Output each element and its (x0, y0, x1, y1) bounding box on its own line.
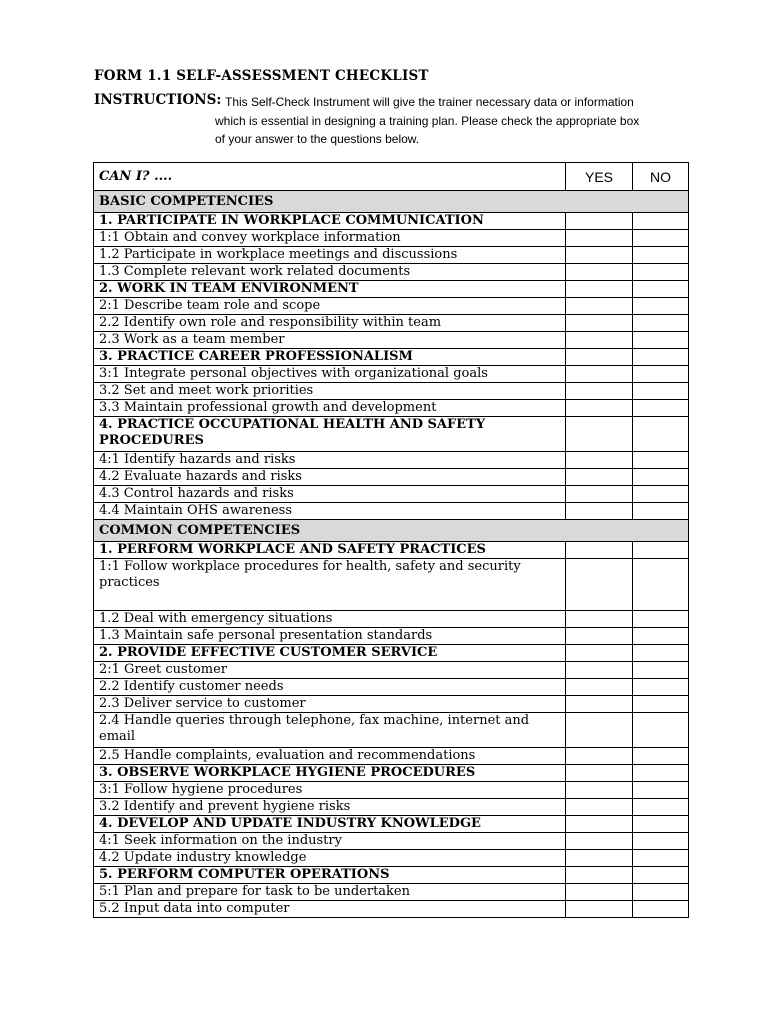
no-checkbox-cell[interactable] (633, 679, 689, 696)
yes-checkbox-cell[interactable] (566, 315, 633, 332)
yes-checkbox-cell[interactable] (566, 662, 633, 679)
item-text: 4.4 Maintain OHS awareness (94, 503, 566, 520)
item-text: 4:1 Seek information on the industry (94, 833, 566, 850)
item-text: 3.3 Maintain professional growth and development (94, 400, 566, 417)
checklist-item-row (94, 799, 689, 816)
competency-row (94, 542, 689, 559)
yes-checkbox-cell[interactable] (566, 486, 633, 503)
yes-header: YES (566, 163, 633, 191)
checklist-item-row (94, 469, 689, 486)
item-text: 4:1 Identify hazards and risks (94, 452, 566, 469)
competency-title: 3. PRACTICE CAREER PROFESSIONALISM (94, 349, 566, 366)
checklist-item-row (94, 452, 689, 469)
item-text: 5:1 Plan and prepare for task to be undertaken (94, 884, 566, 901)
checklist-item-row (94, 901, 689, 918)
no-checkbox-cell[interactable] (633, 349, 689, 366)
form-title: FORM 1.1 SELF-ASSESSMENT CHECKLIST (94, 68, 429, 84)
yes-checkbox-cell[interactable] (566, 247, 633, 264)
competency-title: 2. PROVIDE EFFECTIVE CUSTOMER SERVICE (94, 645, 566, 662)
yes-checkbox-cell[interactable] (566, 366, 633, 383)
item-text: 3.2 Identify and prevent hygiene risks (94, 799, 566, 816)
yes-checkbox-cell[interactable] (566, 816, 633, 833)
no-checkbox-cell[interactable] (633, 748, 689, 765)
checklist-item-row (94, 332, 689, 349)
no-checkbox-cell[interactable] (633, 230, 689, 247)
checklist-item-row (94, 366, 689, 383)
question-header: CAN I? .... (94, 163, 566, 191)
no-checkbox-cell[interactable] (633, 332, 689, 349)
item-text: 2:1 Greet customer (94, 662, 566, 679)
checklist-item-row (94, 782, 689, 799)
no-checkbox-cell[interactable] (633, 713, 689, 748)
yes-checkbox-cell[interactable] (566, 469, 633, 486)
no-checkbox-cell[interactable] (633, 799, 689, 816)
checklist-item-row (94, 679, 689, 696)
item-text: 4.3 Control hazards and risks (94, 486, 566, 503)
competency-title: 4. PRACTICE OCCUPATIONAL HEALTH AND SAFETY PROCEDURES (94, 417, 566, 452)
no-checkbox-cell[interactable] (633, 833, 689, 850)
item-text: 2.2 Identify own role and responsibility within team (94, 315, 566, 332)
checklist-item-row (94, 230, 689, 247)
no-checkbox-cell[interactable] (633, 264, 689, 281)
yes-checkbox-cell[interactable] (566, 782, 633, 799)
yes-checkbox-cell[interactable] (566, 867, 633, 884)
checklist-item-row (94, 713, 689, 748)
no-checkbox-cell[interactable] (633, 782, 689, 799)
no-checkbox-cell[interactable] (633, 542, 689, 559)
no-checkbox-cell[interactable] (633, 628, 689, 645)
yes-checkbox-cell[interactable] (566, 559, 633, 611)
competency-row (94, 867, 689, 884)
competency-title: 1. PARTICIPATE IN WORKPLACE COMMUNICATION (94, 213, 566, 230)
yes-checkbox-cell[interactable] (566, 281, 633, 298)
checklist-item-row (94, 611, 689, 628)
no-checkbox-cell[interactable] (633, 503, 689, 520)
no-checkbox-cell[interactable] (633, 662, 689, 679)
yes-checkbox-cell[interactable] (566, 264, 633, 281)
checklist-item-row (94, 696, 689, 713)
yes-checkbox-cell[interactable] (566, 230, 633, 247)
yes-checkbox-cell[interactable] (566, 850, 633, 867)
yes-checkbox-cell[interactable] (566, 833, 633, 850)
checklist-item-row (94, 264, 689, 281)
competency-row (94, 816, 689, 833)
checklist-item-row (94, 486, 689, 503)
checklist-item-row (94, 298, 689, 315)
item-text: 4.2 Evaluate hazards and risks (94, 469, 566, 486)
competency-row (94, 645, 689, 662)
competency-title: 5. PERFORM COMPUTER OPERATIONS (94, 867, 566, 884)
no-checkbox-cell[interactable] (633, 486, 689, 503)
no-checkbox-cell[interactable] (633, 469, 689, 486)
instructions-label: INSTRUCTIONS: (94, 92, 222, 108)
yes-checkbox-cell[interactable] (566, 628, 633, 645)
item-text: 2.5 Handle complaints, evaluation and recommendations (94, 748, 566, 765)
checklist-item-row (94, 850, 689, 867)
section-row (94, 191, 689, 213)
no-checkbox-cell[interactable] (633, 901, 689, 918)
table-header-row (94, 163, 689, 191)
no-checkbox-cell[interactable] (633, 850, 689, 867)
yes-checkbox-cell[interactable] (566, 542, 633, 559)
item-text: 2.4 Handle queries through telephone, fax machine, internet and email (94, 713, 566, 748)
competency-row (94, 349, 689, 366)
checklist-item-row (94, 833, 689, 850)
no-checkbox-cell[interactable] (633, 452, 689, 469)
no-checkbox-cell[interactable] (633, 867, 689, 884)
no-checkbox-cell[interactable] (633, 645, 689, 662)
item-text: 1.2 Participate in workplace meetings and discussions (94, 247, 566, 264)
no-checkbox-cell[interactable] (633, 559, 689, 611)
instructions-line: of your answer to the questions below. (215, 132, 420, 146)
yes-checkbox-cell[interactable] (566, 748, 633, 765)
no-header: NO (633, 163, 689, 191)
item-text: 1.3 Maintain safe personal presentation standards (94, 628, 566, 645)
self-assessment-table (93, 162, 689, 918)
no-checkbox-cell[interactable] (633, 765, 689, 782)
yes-checkbox-cell[interactable] (566, 383, 633, 400)
competency-title: 4. DEVELOP AND UPDATE INDUSTRY KNOWLEDGE (94, 816, 566, 833)
yes-checkbox-cell[interactable] (566, 713, 633, 748)
competency-title: 1. PERFORM WORKPLACE AND SAFETY PRACTICES (94, 542, 566, 559)
checklist-item-row (94, 315, 689, 332)
item-text: 5.2 Input data into computer (94, 901, 566, 918)
yes-checkbox-cell[interactable] (566, 452, 633, 469)
competency-row (94, 765, 689, 782)
yes-checkbox-cell[interactable] (566, 696, 633, 713)
no-checkbox-cell[interactable] (633, 315, 689, 332)
item-text: 3.2 Set and meet work priorities (94, 383, 566, 400)
item-text: 4.2 Update industry knowledge (94, 850, 566, 867)
item-text: 3:1 Integrate personal objectives with organizational goals (94, 366, 566, 383)
item-text: 2.2 Identify customer needs (94, 679, 566, 696)
yes-checkbox-cell[interactable] (566, 645, 633, 662)
item-text: 1.2 Deal with emergency situations (94, 611, 566, 628)
checklist-item-row (94, 503, 689, 520)
no-checkbox-cell[interactable] (633, 417, 689, 452)
yes-checkbox-cell[interactable] (566, 799, 633, 816)
item-text: 2.3 Deliver service to customer (94, 696, 566, 713)
item-text: 3:1 Follow hygiene procedures (94, 782, 566, 799)
yes-checkbox-cell[interactable] (566, 611, 633, 628)
no-checkbox-cell[interactable] (633, 884, 689, 901)
instructions-line: which is essential in designing a training plan. Please check the appropriate box (215, 114, 640, 128)
checklist-item-row (94, 628, 689, 645)
no-checkbox-cell[interactable] (633, 611, 689, 628)
yes-checkbox-cell[interactable] (566, 298, 633, 315)
competency-row (94, 213, 689, 230)
yes-checkbox-cell[interactable] (566, 332, 633, 349)
section-title: BASIC COMPETENCIES (94, 191, 689, 213)
checklist-item-row (94, 247, 689, 264)
checklist-item-row (94, 559, 689, 611)
yes-checkbox-cell[interactable] (566, 765, 633, 782)
no-checkbox-cell[interactable] (633, 213, 689, 230)
checklist-item-row (94, 400, 689, 417)
instructions-line: This Self-Check Instrument will give the trainer necessary data or information (225, 95, 634, 109)
yes-checkbox-cell[interactable] (566, 901, 633, 918)
yes-checkbox-cell[interactable] (566, 417, 633, 452)
no-checkbox-cell[interactable] (633, 696, 689, 713)
no-checkbox-cell[interactable] (633, 400, 689, 417)
item-text: 2.3 Work as a team member (94, 332, 566, 349)
item-text: 1.3 Complete relevant work related documents (94, 264, 566, 281)
competency-row (94, 417, 689, 452)
yes-checkbox-cell[interactable] (566, 884, 633, 901)
yes-checkbox-cell[interactable] (566, 349, 633, 366)
checklist-item-row (94, 662, 689, 679)
no-checkbox-cell[interactable] (633, 281, 689, 298)
section-title: COMMON COMPETENCIES (94, 520, 689, 542)
checklist-item-row (94, 748, 689, 765)
yes-checkbox-cell[interactable] (566, 400, 633, 417)
item-text: 1:1 Obtain and convey workplace information (94, 230, 566, 247)
competency-title: 2. WORK IN TEAM ENVIRONMENT (94, 281, 566, 298)
no-checkbox-cell[interactable] (633, 247, 689, 264)
section-row (94, 520, 689, 542)
competency-row (94, 281, 689, 298)
yes-checkbox-cell[interactable] (566, 213, 633, 230)
no-checkbox-cell[interactable] (633, 366, 689, 383)
yes-checkbox-cell[interactable] (566, 679, 633, 696)
checklist-item-row (94, 884, 689, 901)
item-text: 2:1 Describe team role and scope (94, 298, 566, 315)
no-checkbox-cell[interactable] (633, 383, 689, 400)
no-checkbox-cell[interactable] (633, 298, 689, 315)
item-text: 1:1 Follow workplace procedures for health, safety and security practices (94, 559, 566, 611)
no-checkbox-cell[interactable] (633, 816, 689, 833)
checklist-item-row (94, 383, 689, 400)
yes-checkbox-cell[interactable] (566, 503, 633, 520)
competency-title: 3. OBSERVE WORKPLACE HYGIENE PROCEDURES (94, 765, 566, 782)
